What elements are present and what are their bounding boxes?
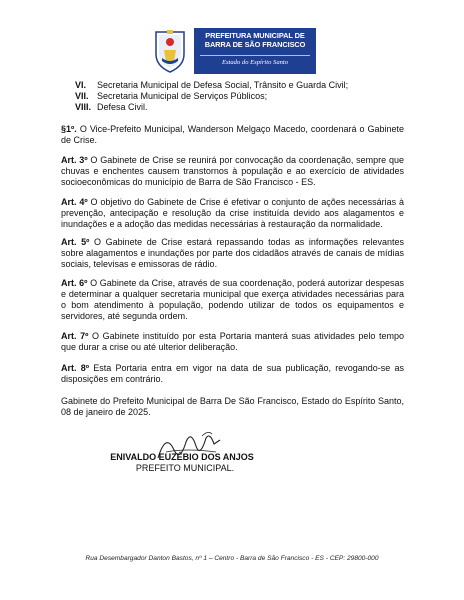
paragraph-label: §1º. [61, 124, 77, 134]
list-item [75, 102, 148, 113]
paragraph-text: O Gabinete de Crise estará repassando todas as informações relevantes sobre alagamentos e inundações por parte dos cidadãos através de canais de mídias sociais, televisas e emissoras de rádio. [61, 237, 404, 269]
paragraph-text: O Gabinete instituído por esta Portaria manterá suas atividades pelo tempo que durar a crise ou até ulterior deliberação. [61, 331, 404, 352]
list-item-number: VI. [75, 80, 87, 90]
letterhead [150, 28, 316, 74]
paragraph-label: Art. 3º [61, 155, 88, 165]
list-item-text: Defesa Civil. [97, 102, 148, 112]
list-item-number: VIII. [75, 102, 92, 112]
paragraph-art-4 [61, 197, 404, 230]
paragraph-text: Gabinete do Prefeito Municipal de Barra De São Francisco, Estado do Espírito Santo, 08 de janeiro de 2025. [61, 396, 404, 417]
letterhead-title-line1: PREFEITURA MUNICIPAL DE [205, 31, 305, 40]
paragraph-text: O objetivo do Gabinete de Crise é efetivar o conjunto de ações necessárias à prevenção, antecipação e resolução da crise instituída devido aos alagamentos e inundações e a adoção das medidas necessárias à restauração da normalidade. [61, 197, 405, 229]
paragraph-section-1 [61, 124, 404, 146]
paragraph-closing [61, 396, 404, 418]
paragraph-label: Art. 4º [61, 197, 88, 207]
paragraph-art-6 [61, 278, 404, 322]
list-item [75, 80, 348, 91]
paragraph-label: Art. 6º [61, 278, 88, 288]
letterhead-state: Estado do Espírito Santo [221, 59, 289, 66]
paragraph-label: Art. 8º [61, 363, 90, 373]
paragraph-label: Art. 7º [61, 331, 89, 341]
signatory-name: ENIVALDO EUZÉBIO DOS ANJOS [110, 452, 254, 462]
list-item-text: Secretaria Municipal de Defesa Social, Trânsito e Guarda Civil; [97, 80, 349, 90]
letterhead-divider [200, 55, 310, 56]
list-item [75, 91, 267, 102]
paragraph-text: O Gabinete da Crise, através de sua coordenação, poderá autorizar despesas e determinar a qualquer secretaria municipal que exerça atividades necessárias para o bom atendimento à população, podendo utilizar de todos os equipamentos e servidores, até segunda ordem. [61, 278, 404, 321]
list-item-number: VII. [75, 91, 89, 101]
signatory-role: PREFEITO MUNICIPAL. [135, 463, 235, 473]
paragraph-art-3 [61, 155, 404, 188]
paragraph-art-7 [61, 331, 404, 353]
letterhead-banner [194, 28, 316, 74]
letterhead-title-line2: BARRA DE SÃO FRANCISCO [204, 40, 306, 49]
paragraph-text: O Vice-Prefeito Municipal, Wanderson Melgaço Macedo, coordenará o Gabinete de Crise. [61, 124, 404, 145]
paragraph-label: Art. 5º [61, 237, 90, 247]
page-footer-address: Rua Desembargador Danton Bastos, nº 1 – Centro - Barra de São Francisco - ES - CEP: 29800-000 [85, 555, 379, 562]
municipal-crest-icon [150, 28, 190, 74]
paragraph-text: O Gabinete de Crise se reunirá por convocação da coordenação, sempre que chuvas e enchentes causem transtornos à população e ao exercício de atividades socioeconômicas do município de Barra de São Francisco - ES. [61, 155, 405, 187]
paragraph-art-5 [61, 237, 404, 270]
paragraph-art-8 [61, 363, 404, 385]
list-item-text: Secretaria Municipal de Serviços Públicos; [97, 91, 268, 101]
paragraph-text: Esta Portaria entra em vigor na data de sua publicação, revogando-se as disposições em contrário. [61, 363, 404, 384]
